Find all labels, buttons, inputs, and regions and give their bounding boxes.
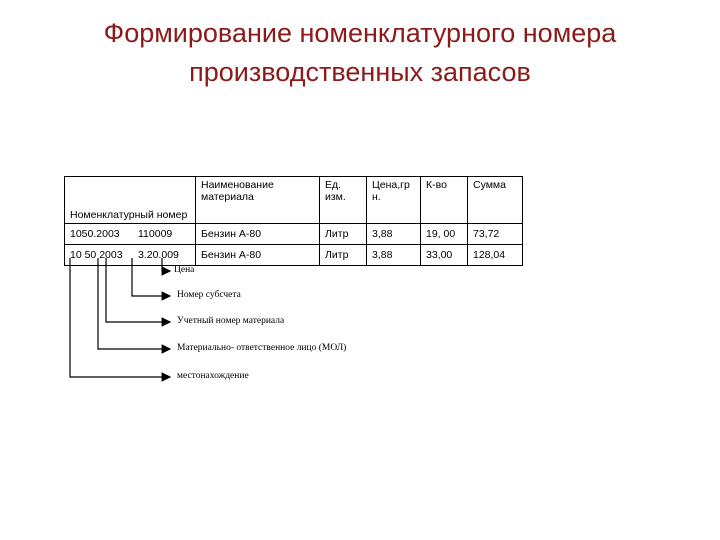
cell-price: 3,88 [367, 245, 421, 266]
cell-quantity: 19, 00 [421, 224, 468, 245]
header-sum: Сумма [468, 177, 523, 224]
header-quantity: К-во [421, 177, 468, 224]
header-material-name: Наименование материала [196, 177, 320, 224]
cell-quantity: 33,00 [421, 245, 468, 266]
cell-material-name: Бензин А-80 [196, 224, 320, 245]
arrow-subaccount [132, 258, 170, 296]
cell-code-part-b: 110009 [138, 228, 173, 240]
cell-code-part-a: 1050.2003 [70, 228, 120, 240]
cell-sum: 128,04 [468, 245, 523, 266]
label-responsible-person: Материально- ответственное лицо (МОЛ) [177, 343, 347, 353]
title-line-2: производственных запасов [189, 57, 531, 87]
title-line-1: Формирование номенклатурного номера [103, 18, 617, 48]
cell-unit: Литр [320, 224, 367, 245]
header-unit: Ед. изм. [320, 177, 367, 224]
arrow-material-number [106, 258, 170, 322]
arrow-price [162, 258, 170, 271]
arrow-location [70, 258, 170, 377]
cell-price: 3,88 [367, 224, 421, 245]
cell-code-part-a: 10 50 2003 [70, 249, 123, 261]
arrow-mol [98, 258, 170, 349]
cell-unit: Литр [320, 245, 367, 266]
cell-sum: 73,72 [468, 224, 523, 245]
cell-code-part-b: 3.20.009 [138, 249, 179, 261]
header-nomenclature-number: Номенклатурный номер [65, 177, 196, 224]
label-location: местонахождение [177, 371, 249, 381]
label-price: Цена [174, 265, 195, 275]
cell-material-name: Бензин А-80 [196, 245, 320, 266]
label-material-number: Учетный номер материала [177, 316, 285, 326]
header-price: Цена,гр н. [367, 177, 421, 224]
label-subaccount-number: Номер субсчета [177, 290, 241, 300]
